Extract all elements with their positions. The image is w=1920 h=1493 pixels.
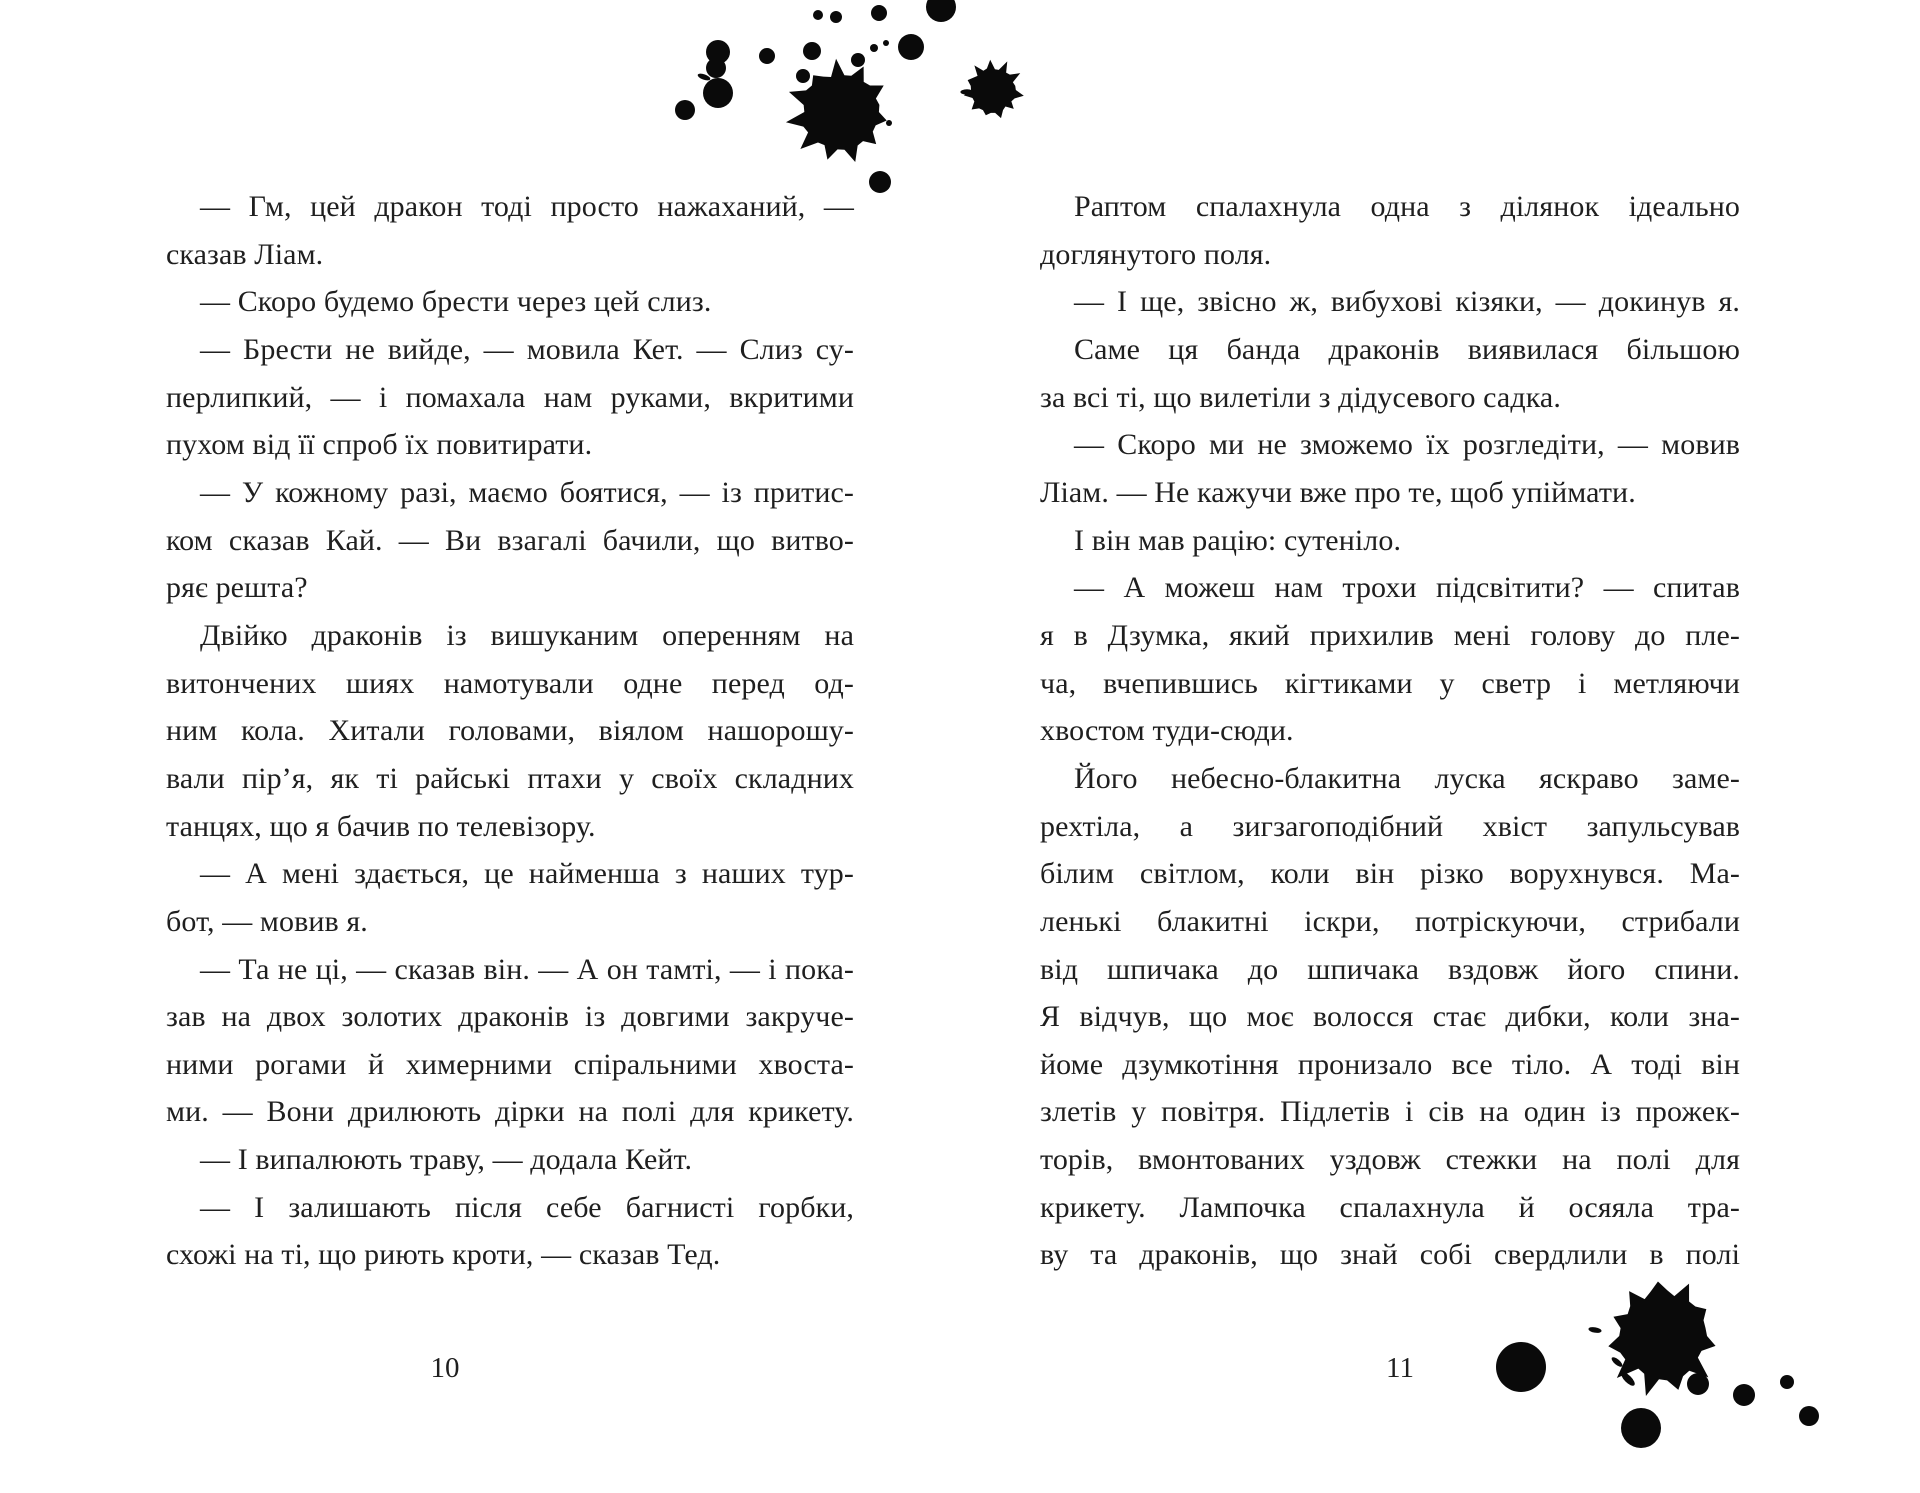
ink-blot bbox=[1608, 1282, 1715, 1396]
page-number-right: 11 bbox=[1386, 1352, 1414, 1384]
text-line: хвостом туди-сюди. bbox=[1040, 714, 1294, 748]
text-line: я в Дзумка, який прихилив мені голову до пле- bbox=[1040, 618, 1740, 652]
ink-blot bbox=[1621, 1408, 1661, 1448]
ink-blot bbox=[675, 100, 695, 120]
ink-blot bbox=[883, 40, 889, 46]
text-line: вали пір’я, як ті райські птахи у своїх складних bbox=[166, 761, 854, 795]
ink-blot bbox=[697, 72, 711, 82]
ink-blot bbox=[898, 34, 924, 60]
ink-blot bbox=[964, 60, 1024, 118]
text-line: крикету. Лампочка спалахнула й осяяла тра- bbox=[1040, 1190, 1740, 1224]
ink-blot bbox=[926, 0, 956, 22]
text-line: Ліам. — Не кажучи вже про те, щоб упіймати. bbox=[1040, 475, 1636, 509]
text-line: — Скоро ми не зможемо їх розгледіти, — мовив bbox=[1074, 428, 1740, 462]
text-line: схожі на ті, що риють кроти, — сказав Тед. bbox=[166, 1238, 721, 1272]
text-line: ком сказав Кай. — Ви взагалі бачили, що витво- bbox=[166, 523, 854, 557]
ink-blot bbox=[796, 69, 810, 83]
text-line: — А мені здається, це найменша з наших тур- bbox=[200, 857, 854, 891]
text-line: Його небесно-блакитна луска яскраво заме- bbox=[1074, 761, 1740, 795]
ink-blot bbox=[1496, 1342, 1546, 1392]
text-line: ча, вчепившись кігтиками у светр і метляючи bbox=[1040, 666, 1740, 700]
page-right-text bbox=[1040, 183, 1740, 1279]
ink-blot bbox=[1610, 1356, 1624, 1369]
ink-blot bbox=[851, 53, 865, 67]
text-line: ряє решта? bbox=[166, 571, 308, 605]
page-left-text bbox=[166, 183, 854, 1279]
text-line: — Та не ці, — сказав він. — А он тамті, — і пока- bbox=[200, 952, 854, 986]
text-line: доглянутого поля. bbox=[1040, 237, 1272, 271]
text-line: ми. — Вони дрилюють дірки на полі для крикету. bbox=[166, 1095, 854, 1129]
text-line: від шпичака до шпичака вздовж його спини. bbox=[1040, 952, 1740, 986]
ink-blot bbox=[813, 10, 823, 20]
ink-blot bbox=[1780, 1375, 1794, 1389]
text-line: Я відчув, що моє волосся стає дибки, коли зна- bbox=[1040, 1000, 1740, 1034]
text-line: — Скоро будемо брести через цей слиз. bbox=[200, 285, 712, 319]
text-line: торів, вмонтованих уздовж стежки на полі для bbox=[1040, 1143, 1740, 1177]
text-line: танцях, що я бачив по телевізору. bbox=[166, 809, 596, 843]
page-number-left: 10 bbox=[430, 1352, 460, 1384]
text-line: — Гм, цей дракон тоді просто нажаханий, — bbox=[200, 190, 854, 223]
ink-blot bbox=[803, 42, 821, 60]
ink-blot bbox=[830, 11, 842, 23]
text-line: — У кожному разі, маємо боятися, — із притис- bbox=[200, 475, 854, 509]
ink-blot bbox=[1588, 1326, 1602, 1334]
text-line: пухом від її спроб їх повитирати. bbox=[166, 428, 593, 462]
ink-splatter-bottom bbox=[1496, 1282, 1819, 1448]
text-line: ву та драконів, що знай собі свердлили в полі bbox=[1040, 1238, 1740, 1272]
text-line: йоме дзумкотіння пронизало все тіло. А тоді він bbox=[1040, 1047, 1740, 1081]
text-line: перлипкий, — і помахала нам руками, вкритими bbox=[166, 380, 854, 414]
ink-blot bbox=[1687, 1373, 1709, 1395]
ink-blot bbox=[703, 78, 733, 108]
ink-blot bbox=[759, 48, 775, 64]
ink-blot bbox=[706, 40, 730, 64]
ink-blot bbox=[1733, 1384, 1755, 1406]
ink-blot bbox=[886, 120, 892, 126]
text-line: ним кола. Хитали головами, віялом нашорошу- bbox=[166, 714, 854, 748]
ink-blot bbox=[1619, 1370, 1637, 1388]
text-line: зав на двох золотих драконів із довгими закруче- bbox=[166, 1000, 854, 1034]
ink-splatter-top bbox=[675, 0, 1024, 193]
text-line: рехтіла, а зигзагоподібний хвіст запульсував bbox=[1040, 809, 1740, 843]
text-line: — І залишають після себе багнисті горбки, bbox=[200, 1190, 854, 1224]
text-line: ними рогами й химерними спіральними хвоста- bbox=[166, 1047, 854, 1081]
text-line: бот, — мовив я. bbox=[166, 904, 368, 938]
ink-blot bbox=[960, 89, 973, 94]
text-line: — І випалюють траву, — додала Кейт. bbox=[200, 1143, 693, 1177]
ink-blot bbox=[870, 44, 878, 52]
text-line: — І ще, звісно ж, вибухові кізяки, — докинув я. bbox=[1074, 285, 1740, 319]
text-line: ленькі блакитні іскри, потріскуючи, стрибали bbox=[1040, 904, 1740, 938]
text-line: Саме ця банда драконів виявилася більшою bbox=[1074, 332, 1740, 366]
ink-blot bbox=[1799, 1406, 1819, 1426]
ink-blot bbox=[871, 5, 887, 21]
text-line: злетів у повітря. Підлетів і сів на один із прожек- bbox=[1040, 1095, 1740, 1129]
text-line: Двійко драконів із вишуканим оперенням на bbox=[200, 618, 854, 652]
text-line: — Брести не вийде, — мовила Кет. — Слиз су- bbox=[200, 332, 854, 366]
text-line: витончених шиях намотували одне перед од- bbox=[166, 666, 854, 700]
ink-blot bbox=[706, 58, 726, 78]
text-line: сказав Ліам. bbox=[166, 237, 324, 271]
text-line: — А можеш нам трохи підсвітити? — спитав bbox=[1074, 571, 1740, 605]
ink-blot bbox=[786, 59, 887, 162]
text-line: за всі ті, що вилетіли з дідусевого садка. bbox=[1040, 380, 1561, 414]
ink-blot bbox=[869, 171, 891, 193]
text-line: білим світлом, коли він різко ворухнувся. Ма- bbox=[1040, 857, 1740, 891]
text-line: Раптом спалахнула одна з ділянок ідеально bbox=[1074, 190, 1740, 223]
text-line: І він мав рацію: сутеніло. bbox=[1074, 523, 1402, 557]
